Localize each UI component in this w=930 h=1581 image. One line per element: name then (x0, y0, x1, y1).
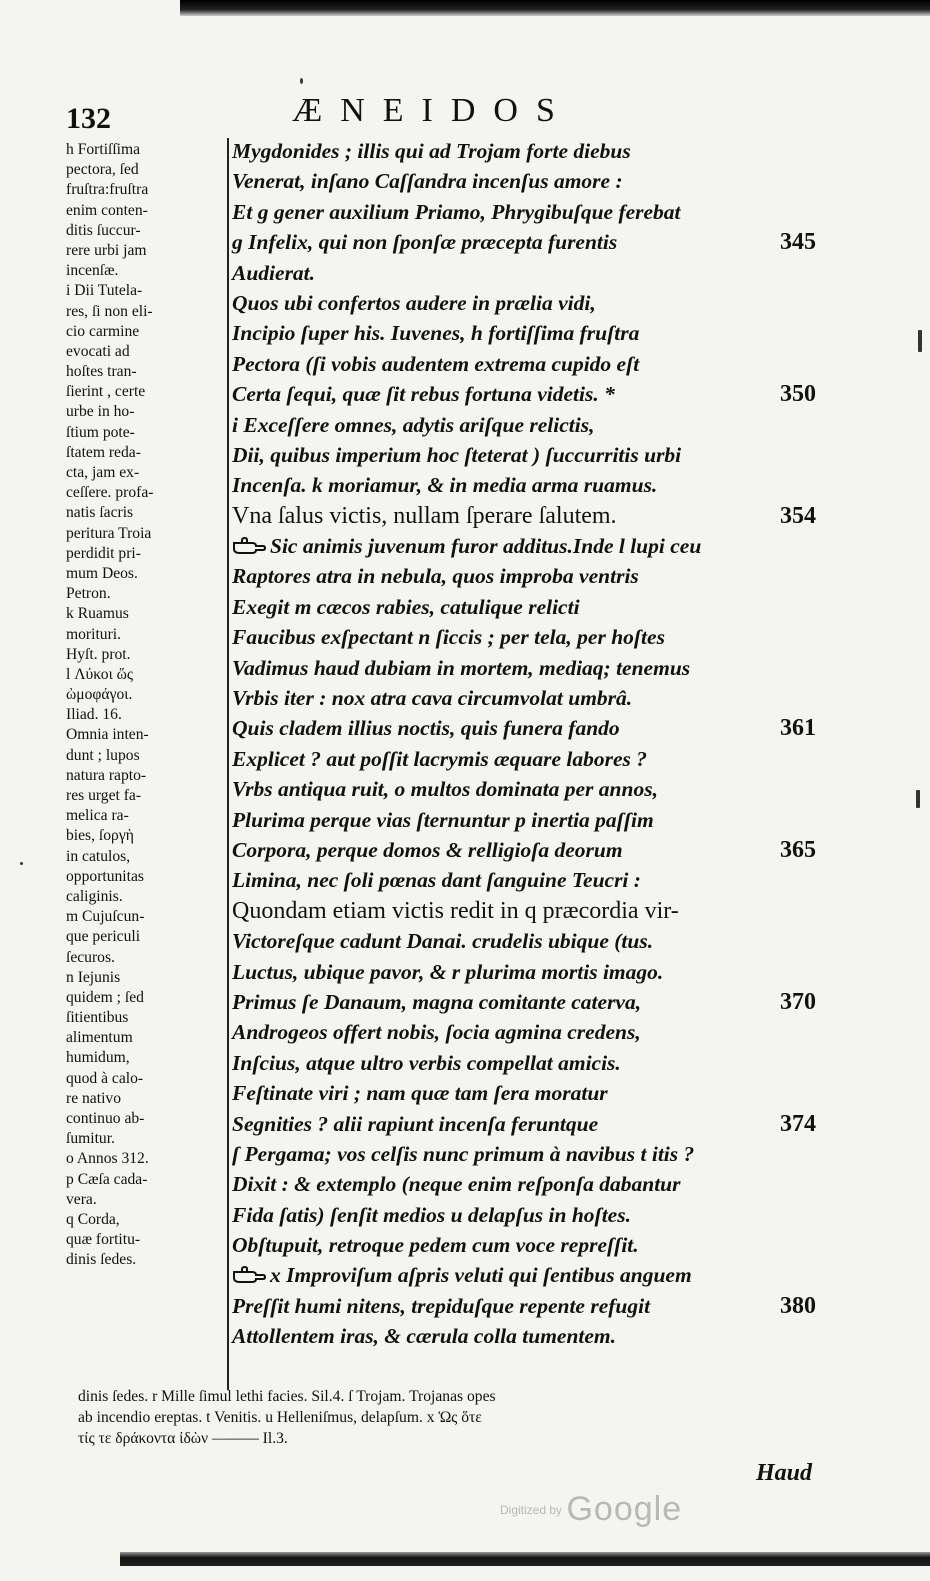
verse-line (232, 896, 912, 926)
verse-line (232, 166, 912, 196)
verse-text: Pectora (ſi vobis audentem extrema cupido eſt (232, 351, 640, 376)
verse-line (232, 622, 912, 652)
verse-line (232, 987, 912, 1017)
verse-number: 370 (780, 988, 816, 1015)
verse-line (232, 561, 912, 591)
marginal-note-line: natura raptо- (66, 766, 147, 784)
verse-column (232, 136, 912, 1352)
marginal-note-line: Hyſt. prot. (66, 645, 131, 663)
marginal-notes (66, 140, 222, 1271)
verse-line (232, 653, 912, 683)
ink-speck (20, 862, 23, 865)
verse-line (232, 926, 912, 956)
verse-text: Venerat, inſano Caſſandra incenſus amore : (232, 169, 623, 194)
marginal-note-line: opportunitas (66, 867, 144, 885)
marginal-note-line: res urget fa- (66, 787, 142, 804)
verse-text: Limina, nec ſoli pœnas dant ſanguine Teucri : (232, 868, 641, 893)
verse-line (232, 774, 912, 804)
verse-text: Dii, quibus imperium hoc ſteterat ) ſuccurritis urbi (232, 442, 682, 467)
verse-number: 380 (780, 1292, 816, 1319)
marginal-note-line: evocati ad (66, 342, 130, 360)
marginal-note-line: alimentum (66, 1029, 133, 1047)
verse-line (232, 227, 912, 257)
marginal-note-line: cio carmine (66, 322, 140, 340)
marginal-note-line: dinis ſedes. (66, 1251, 137, 1269)
marginal-note-line: ſumitur. (66, 1130, 115, 1148)
marginal-note-line: k Ruamus (66, 605, 129, 623)
marginal-note-line: enim conten- (66, 201, 148, 219)
verse-line (232, 379, 912, 409)
verse-line (232, 805, 912, 835)
marginal-note-line: incenſæ. (66, 262, 119, 280)
verse-number: 354 (780, 502, 816, 529)
marginal-note-line: melica ra- (66, 807, 129, 825)
ink-speck (918, 330, 922, 352)
marginal-note-line: ditis ſuccur- (66, 221, 141, 239)
verse-line (232, 197, 912, 227)
marginal-note-line: quæ fortitu- (66, 1231, 141, 1249)
column-rule (227, 138, 229, 1390)
verse-line (232, 1200, 912, 1230)
marginal-note-line: quidem ; ſed (66, 988, 144, 1006)
verse-line (232, 1078, 912, 1108)
verse-line (232, 440, 912, 470)
verse-line (232, 865, 912, 895)
marginal-note-line: rere urbi jam (66, 241, 147, 259)
verse-line (232, 713, 912, 743)
verse-text: Quis cladem illius noctis, quis funera fando (232, 716, 620, 741)
verse-text: Vrbis iter : nox atra cava circumvolat umbrâ. (232, 686, 633, 711)
verse-text: Obſtupuit, retroque pedem cum voce repreſſit. (232, 1233, 639, 1258)
verse-number: 361 (780, 715, 816, 742)
marginal-note-line: natis ſacris (66, 504, 134, 522)
marginal-note-line: ὠμοφάγοι. (66, 686, 133, 704)
marginal-note-line: mum Deos. (66, 564, 138, 582)
verse-line (232, 957, 912, 987)
verse-text: Feſtinate viri ; nam quæ tam ſera moratur (232, 1081, 608, 1106)
verse-number: 345 (780, 229, 816, 256)
verse-text: Vna ſalus victis, nullam ſperare ſalutem. (232, 502, 617, 529)
verse-text: Luctus, ubique pavor, & r plurima mortis imago. (232, 959, 664, 984)
verse-line (232, 470, 912, 500)
verse-line (232, 1169, 912, 1199)
verse-text: Et g gener auxilium Priamo, Phrygibuſque ferebat (232, 199, 681, 224)
verse-text: Raptores atra in nebula, quos improba ventris (232, 564, 639, 589)
marginal-note-line: fruſtra:fruſtra (66, 181, 149, 199)
verse-text: Primus ſe Danaum, magna comitante caterva, (232, 989, 642, 1014)
marginal-note-line: ſitientibus (66, 1009, 129, 1027)
marginal-note-line: quod à calo- (66, 1069, 144, 1087)
marginal-note-line: ſierint , certe (66, 383, 146, 401)
marginal-note-line: humidum, (66, 1049, 130, 1067)
marginal-note-line: Iliad. 16. (66, 706, 122, 724)
verse-line (232, 1109, 912, 1139)
marginal-note-line: l Λύκοι ὥς (66, 665, 134, 683)
watermark-prefix: Digitized by (500, 1503, 563, 1517)
marginal-note-line: Omnia inten- (66, 726, 149, 744)
verse-line (232, 592, 912, 622)
marginal-note-line: Petron. (66, 585, 111, 603)
verse-text: Incenſa. k moriamur, & in media arma ruamus. (232, 473, 658, 498)
verse-text: Dixit : & extemplo (neque enim reſponſa dabantur (232, 1172, 681, 1197)
verse-line (232, 501, 912, 531)
verse-line (232, 1048, 912, 1078)
marginal-note-line: cta, jam ex- (66, 464, 140, 481)
running-title: ÆNEIDOS (292, 92, 573, 129)
verse-line (232, 410, 912, 440)
verse-line (232, 1139, 912, 1169)
verse-line (232, 288, 912, 318)
marginal-note-line: morituri. (66, 625, 122, 643)
marginal-note-line: o Annos 312. (66, 1150, 149, 1168)
verse-text: Inſcius, atque ultro verbis compellat amicis. (232, 1050, 621, 1075)
marginal-note-line: dunt ; lupos (66, 746, 140, 764)
verse-line (232, 349, 912, 379)
verse-text: Preſſit humi nitens, trepiduſque repente refugit (232, 1293, 651, 1318)
marginal-note-line: peritura Troia (66, 524, 152, 542)
verse-text: Certa ſequi, quæ ſit rebus fortuna videtis. * (232, 382, 615, 407)
marginal-note-line: res, ſi non eli- (66, 302, 153, 320)
verse-text: x Improviſum aſpris veluti qui ſentibus anguem (270, 1263, 692, 1288)
verse-line (232, 258, 912, 288)
marginal-note-line: ceſſere. profa- (66, 484, 154, 502)
marginal-note-line: vera. (66, 1190, 97, 1208)
verse-text: Mygdonides ; illis qui ad Trojam forte diebus (232, 139, 631, 163)
verse-text: Attollentem iras, & cærula colla tumentem. (232, 1324, 617, 1349)
footnotes (78, 1386, 838, 1449)
ink-speck (916, 790, 920, 808)
marginal-note-line: i Dii Tutela- (66, 282, 143, 300)
verse-line (232, 1260, 912, 1290)
verse-text: Plurima perque vias ſternuntur p inertia paſſim (232, 807, 654, 832)
verse-line (232, 1291, 912, 1321)
page-number: 132 (66, 102, 111, 135)
verse-text: g Infelix, qui non ſponſæ præcepta furentis (232, 230, 618, 255)
verse-text: i Exceſſere omnes, adytis ariſque relictis, (232, 412, 595, 437)
marginal-note-line: m Cujuſcun- (66, 908, 145, 926)
verse-text: ſ Pergama; vos celſis nunc primum à navibus t itis ? (232, 1141, 695, 1166)
verse-text: Explicet ? aut poſſit lacrymis æquare labores ? (232, 746, 648, 771)
digitized-watermark (500, 1490, 682, 1529)
verse-number: 350 (780, 381, 816, 408)
ink-speck (300, 78, 303, 84)
verse-text: Exegit m cæcos rabies, catulique relicti (232, 594, 580, 619)
verse-number: 365 (780, 836, 816, 863)
verse-text: Fida ſatis) ſenſit medios u delapſus in hoſtes. (232, 1202, 631, 1227)
verse-line (232, 1017, 912, 1047)
marginal-note-line: n Iejunis (66, 968, 121, 986)
pointing-hand-icon (232, 1262, 266, 1280)
verse-line (232, 835, 912, 865)
marginal-note-line: bies, ſοργὴ (66, 827, 134, 845)
marginal-note-line: pectora, ſed (66, 161, 139, 179)
marginal-note-line: h Fortiſſima (66, 141, 141, 158)
marginal-note-line: hoſtes tran- (66, 363, 137, 381)
marginal-note-line: caliginis. (66, 887, 123, 905)
marginal-note-line: ſecuros. (66, 948, 115, 966)
marginal-note-line: ſtatem reda- (66, 443, 141, 461)
verse-text: Quondam etiam victis redit in q præcordia vir- (232, 897, 679, 924)
footnote-line: τίς τε δράκοντα ἰδὼν ——— Il.3. (78, 1430, 288, 1447)
page-header (0, 84, 930, 134)
verse-text: Victoreſque cadunt Danai. crudelis ubique (tus. (232, 929, 654, 954)
marginal-note-line: ſtium pote- (66, 423, 135, 441)
page-top-edge (180, 0, 930, 16)
verse-number: 374 (780, 1110, 816, 1137)
marginal-note-line: re nativo (66, 1089, 121, 1107)
verse-line (232, 683, 912, 713)
verse-line (232, 744, 912, 774)
verse-text: Corpora, perque domos & relligioſa deorum (232, 837, 623, 862)
verse-line (232, 1321, 912, 1351)
verse-line (232, 136, 912, 166)
marginal-note-line: continuo ab- (66, 1110, 145, 1127)
footnote-line: ab incendio ereptas. t Venitis. u Helleniſmus, delapſum. x Ὡς ὅτε (78, 1409, 482, 1426)
pointing-hand-icon (232, 533, 266, 551)
verse-line (232, 318, 912, 348)
verse-text: Vrbs antiqua ruit, o multos dominata per annos, (232, 777, 658, 802)
marginal-note-line: q Corda, (66, 1210, 120, 1228)
page-bottom-edge (120, 1552, 930, 1566)
marginal-note-line: p Cæſa cada- (66, 1170, 148, 1188)
catchword: Haud (756, 1460, 813, 1486)
marginal-note-line: urbe in ho- (66, 403, 135, 421)
marginal-note-line: in catulos, (66, 847, 131, 865)
verse-text: Androgeos offert nobis, ſocia agmina credens, (232, 1020, 641, 1045)
verse-text: Vadimus haud dubiam in mortem, mediaq; tenemus (232, 655, 691, 680)
verse-text: Incipio ſuper his. Iuvenes, h fortiſſima fruſtra (232, 321, 640, 346)
verse-line (232, 1230, 912, 1260)
verse-line (232, 531, 912, 561)
verse-text: Audierat. (232, 260, 316, 285)
verse-text: Faucibus exſpectant n ſiccis ; per tela, per hoſtes (232, 625, 665, 650)
marginal-note-line: que periculi (66, 928, 141, 946)
marginal-note-line: perdidit pri- (66, 544, 141, 562)
verse-text: Quos ubi confertos audere in prælia vidi, (232, 290, 596, 315)
footnote-line: dinis ſedes. r Mille ſimul lethi facies. Sil.4. ſ Trojam. Trojanas opes (78, 1388, 496, 1405)
watermark-brand: Google (566, 1490, 683, 1528)
verse-text: Segnities ? alii rapiunt incenſa feruntque (232, 1111, 599, 1136)
verse-text: Sic animis juvenum furor additus.Inde l lupi ceu (270, 534, 702, 559)
